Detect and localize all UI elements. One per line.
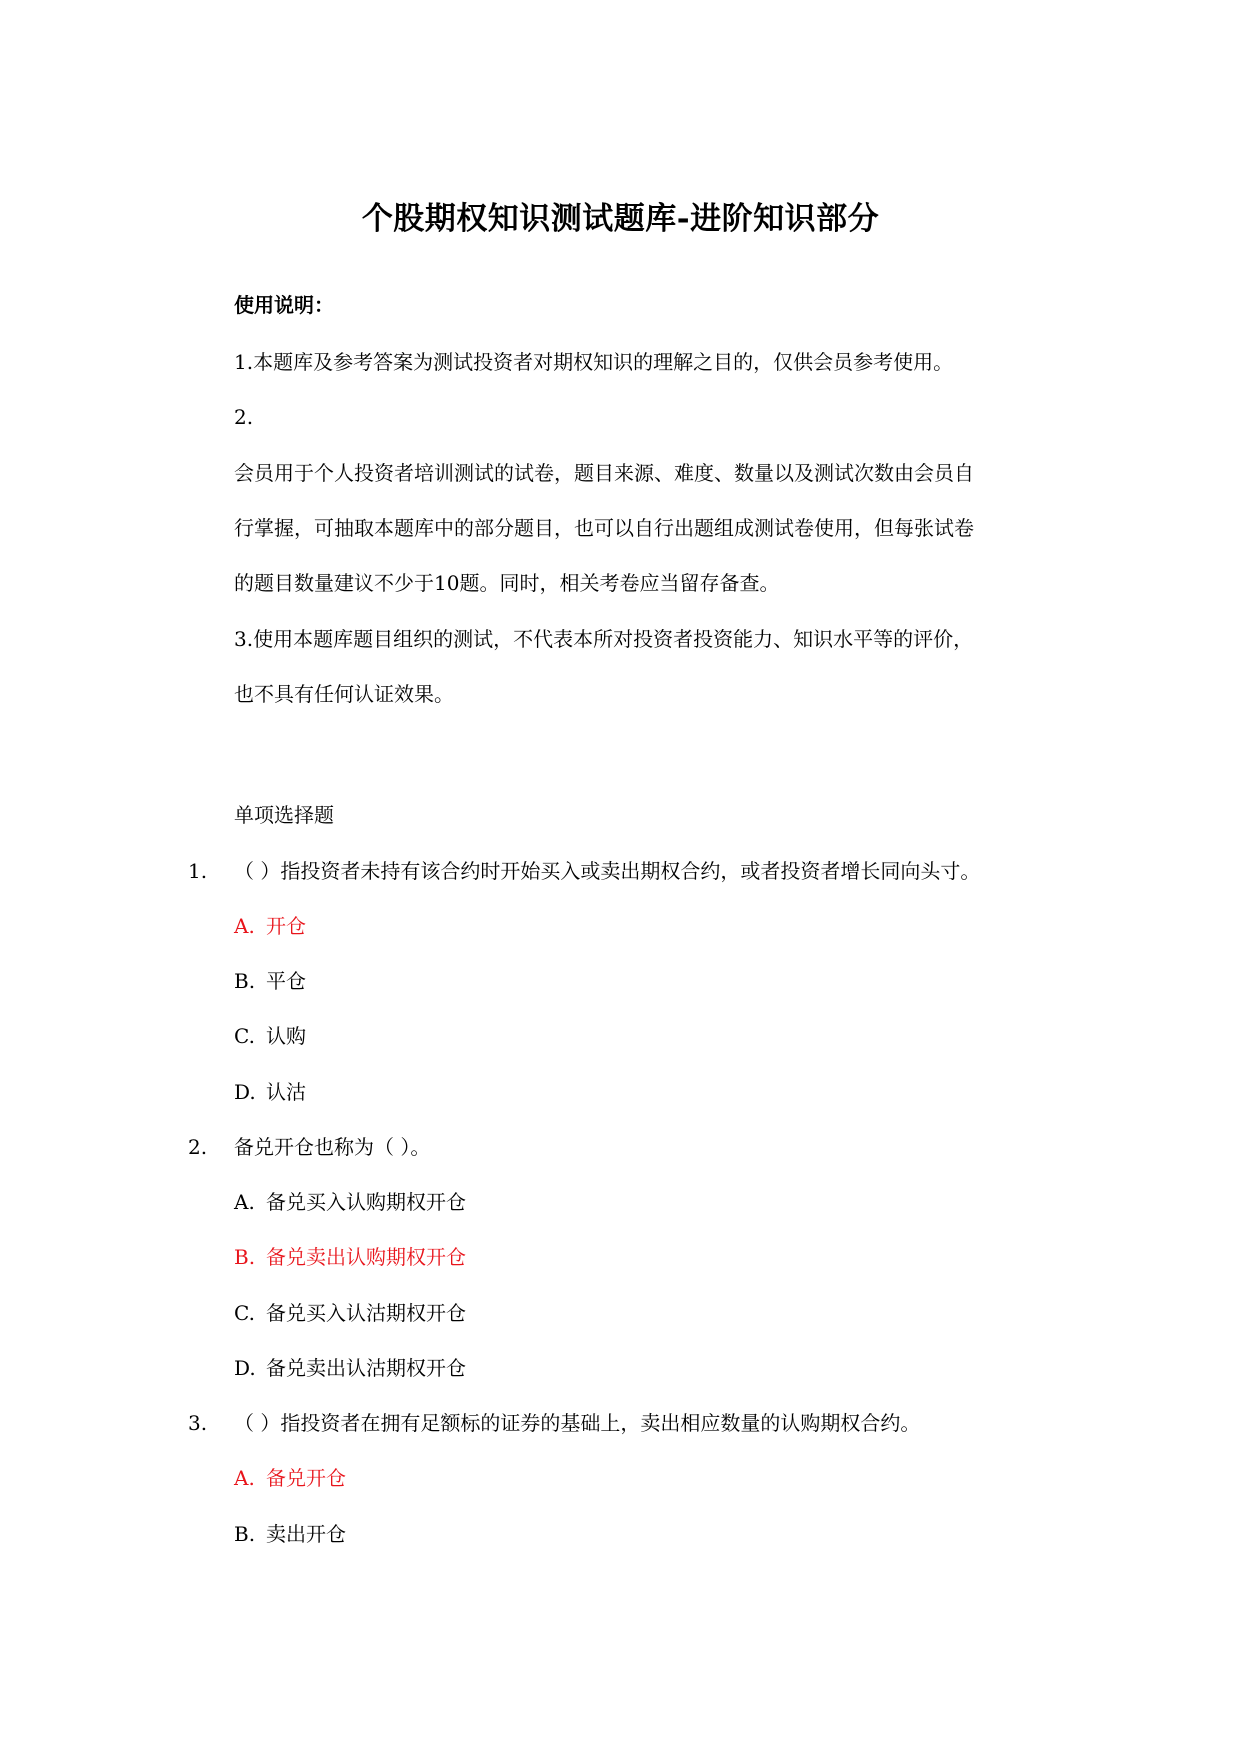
instruction-item-2-number: 2.	[234, 405, 254, 429]
option-text: 备兑卖出认沽期权开仓	[266, 1356, 466, 1380]
question-number: 1.	[188, 859, 208, 883]
option-letter: D.	[234, 1080, 256, 1104]
question-number: 2.	[188, 1135, 208, 1159]
instructions-heading: 使用说明：	[234, 293, 334, 317]
option-letter: B.	[234, 1245, 256, 1269]
option-letter: C.	[234, 1024, 255, 1048]
option-item	[234, 1190, 466, 1214]
option-letter: B.	[234, 1522, 256, 1546]
option-item	[234, 1356, 466, 1380]
option-item	[234, 1301, 466, 1325]
page-title: 个股期权知识测试题库-进阶知识部分	[361, 201, 880, 237]
option-item	[234, 1024, 306, 1048]
option-text: 认购	[266, 1024, 306, 1048]
instruction-item-1: 1.本题库及参考答案为测试投资者对期权知识的理解之目的，仅供会员参考使用。	[234, 350, 954, 374]
option-item	[234, 914, 306, 938]
option-item	[234, 1080, 306, 1104]
option-letter: A.	[234, 1190, 255, 1214]
option-item	[234, 969, 306, 993]
option-text: 备兑买入认沽期权开仓	[266, 1301, 466, 1325]
question-text: 备兑开仓也称为（ ）。	[234, 1135, 431, 1159]
instruction-item-3-line-2: 也不具有任何认证效果。	[234, 682, 454, 706]
option-item	[234, 1466, 346, 1490]
section-title: 单项选择题	[234, 803, 334, 827]
option-item	[234, 1245, 466, 1269]
option-letter: A.	[234, 1466, 255, 1490]
instruction-item-2-line-2: 行掌握，可抽取本题库中的部分题目，也可以自行出题组成测试卷使用，但每张试卷	[234, 516, 974, 540]
option-text: 备兑开仓	[266, 1466, 346, 1490]
instruction-item-2-line-3: 的题目数量建议不少于10题。同时，相关考卷应当留存备查。	[234, 571, 780, 595]
option-item	[234, 1522, 346, 1546]
option-text: 卖出开仓	[266, 1522, 346, 1546]
option-text: 认沽	[266, 1080, 306, 1104]
option-letter: B.	[234, 969, 256, 993]
option-text: 开仓	[266, 914, 306, 938]
option-text: 备兑买入认购期权开仓	[266, 1190, 466, 1214]
question-number: 3.	[188, 1411, 208, 1435]
option-text: 平仓	[266, 969, 306, 993]
instruction-item-3-line-1: 3.使用本题库题目组织的测试，不代表本所对投资者投资能力、知识水平等的评价，	[234, 627, 974, 651]
question-text: （ ）指投资者未持有该合约时开始买入或卖出期权合约，或者投资者增长同向头寸。	[234, 859, 981, 883]
option-letter: D.	[234, 1356, 256, 1380]
instruction-item-2-line-1: 会员用于个人投资者培训测试的试卷，题目来源、难度、数量以及测试次数由会员自	[234, 461, 974, 485]
option-letter: C.	[234, 1301, 255, 1325]
option-letter: A.	[234, 914, 255, 938]
question-text: （ ）指投资者在拥有足额标的证券的基础上，卖出相应数量的认购期权合约。	[234, 1411, 921, 1435]
option-text: 备兑卖出认购期权开仓	[266, 1245, 466, 1269]
